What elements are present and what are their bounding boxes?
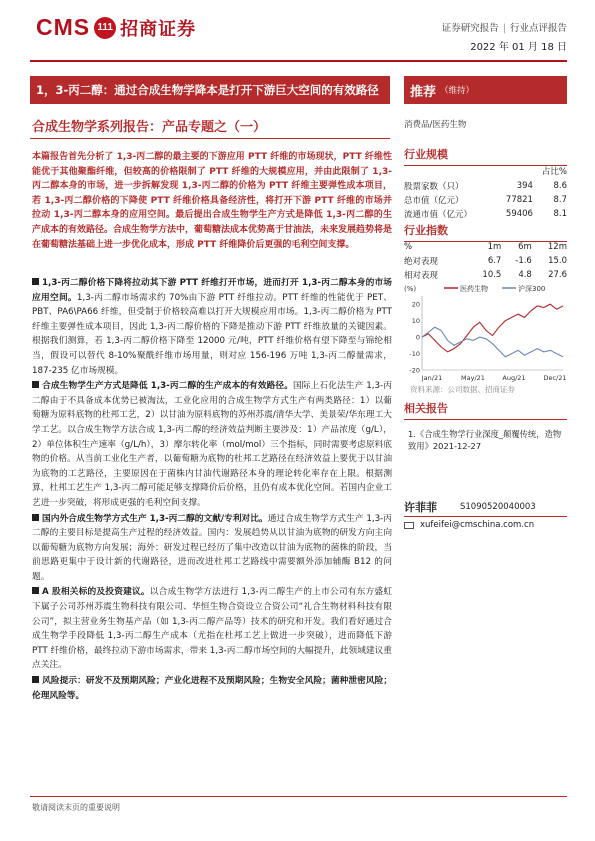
report-subtitle: 合成生物学系列报告：产品专题之（一） bbox=[32, 120, 267, 135]
table-cell: 绝对表现 bbox=[404, 256, 439, 267]
paragraph-lead: 风险提示：研发不及预期风险；产业化进程不及预期风险；生物安全风险；菌种泄密风险；伦理风险等。 bbox=[32, 676, 392, 701]
paragraph-text: 1,3-丙二醇市场需求约 70%由下游 PTT 纤维拉动。PTT 纤维的性能优于 PET、PBT、PA6\PA66 纤维，但受制于价格较高难以打开大规模应用市场。1,3-丙二醇价格为 PTT 纤维主要弹性成本项目，因此 1,3-丙二醇价格的下降是推动下游 PTT 纤维放量的关键因素。根据我们测算，若 1,3-丙二醇价格下降至 12000 元/吨，PTT 纤维价格有望下降至与锦纶相当，假设可以替代 8-10%聚酰纤维市场用量，则对应 156-196 万吨 1,3-丙二醇量需求，187-235 亿市场规模。 bbox=[32, 292, 392, 376]
summary-text: 本篇报告首先分析了 1,3-丙二醇的最主要的下游应用 PTT 纤维的市场现状，PTT 纤维性能优于其他聚酯纤维，但较高的价格限制了 PTT 纤维的大规模应用，并由此限制了 1,3-丙二醇本身的市场，进一步拆解发现 1,3-丙二醇的价格为 PTT 纤维主要弹性成本项目，若 1,3-丙二醇价格的下降使 PTT 纤维价格具备经济性，将打开下游 PTT 纤维的市场并拉动 1,3-丙二醇本身的应用空间。最后提出合成生物学生产方式是降低 1,3-丙二醇的生产成本的有效路径。合成生物学方法中，葡萄糖法成本优势高于甘油法，未来发展趋势将是在葡萄糖法基础上进一步优化成本，形成 PTT 纤维降价后更强的毛利空间支撑。 bbox=[32, 152, 393, 250]
paragraph-lead: 合成生物学生产方式是降低 1,3-丙二醇的生产成本的有效路径。 bbox=[42, 381, 294, 392]
paragraph-text: 以合成生物学方法进行 1,3-丙二醇生产的上市公司有东方盛虹下属子公司苏州苏震生物科技有限公司、华恒生物合资设立合资公司“礼合生物材料科技有限公司”，拟主营业务生物基产品（如 1,3-丙二醇产品等）技术的研究和开发。我们看好通过合成生物学手段降低 1,3-丙二醇生产成本（尤指在杜邦工艺上做进一步突破），进而降低下游 PTT 纤维价格，最终拉动下游市场需求，带来 1,3-丙二醇市场空间的大幅提升，此领域建议重点关注。 bbox=[32, 587, 393, 671]
table-cell: 394 bbox=[516, 180, 533, 191]
company-logo bbox=[36, 14, 196, 41]
report-type: 证券研究报告 | 行业点评报告 bbox=[441, 23, 567, 34]
industry-label: 消费品/医药生物 bbox=[404, 120, 467, 130]
y-unit-label: (%) bbox=[404, 285, 417, 293]
logo-emblem-icon: 111 bbox=[94, 17, 116, 39]
table-cell: 流通市值（亿元） bbox=[404, 210, 473, 221]
report-title: 1，3-丙二醇：通过合成生物学降本是打开下游巨大空间的有效路径 bbox=[30, 76, 390, 104]
report-body bbox=[32, 276, 392, 704]
body-paragraph bbox=[32, 674, 392, 703]
legend-label: 医药生物 bbox=[460, 285, 488, 293]
y-tick-label: -10 bbox=[409, 350, 420, 359]
table-row bbox=[404, 178, 567, 192]
table-cell: 10.5 bbox=[482, 269, 502, 280]
x-tick-label: May/21 bbox=[461, 374, 485, 382]
industry-index-chart bbox=[404, 282, 567, 382]
bullet-square-icon bbox=[32, 278, 39, 285]
body-paragraph bbox=[32, 585, 392, 673]
legend-label: 沪深300 bbox=[518, 285, 546, 293]
bullet-square-icon bbox=[32, 676, 39, 683]
footer-note: 敬请阅读末页的重要说明 bbox=[32, 803, 120, 812]
paragraph-lead: 1,3-丙二醇价格下降将拉动其下游 PTT 纤维打开市场，进而打开 1,3-丙二醇本身的市场应用空间。 bbox=[32, 278, 392, 303]
table-cell: 77821 bbox=[505, 194, 533, 205]
related-report-item: 1.《合成生物学行业深度_颠覆传统，造物致用》2021-12-27 bbox=[408, 429, 562, 451]
table-row bbox=[404, 193, 567, 207]
section-industry-scale: 行业规模 bbox=[404, 146, 567, 166]
report-date: 2022 年 01 月 18 日 bbox=[470, 42, 567, 53]
table-cell: 8.6 bbox=[553, 180, 567, 191]
mail-icon bbox=[404, 522, 414, 529]
table-cell: 15.0 bbox=[548, 255, 567, 266]
table-header: 1m bbox=[487, 242, 502, 253]
body-paragraph bbox=[32, 512, 392, 585]
table-cell: 27.6 bbox=[548, 269, 567, 280]
series-line bbox=[422, 304, 563, 352]
table-cell: 4.8 bbox=[518, 269, 532, 280]
y-tick-label: 20 bbox=[411, 300, 420, 309]
analyst-email[interactable]: xufeifei@cmschina.com.cn bbox=[420, 520, 535, 530]
analyst-id: S1090520040003 bbox=[460, 502, 536, 512]
paragraph-lead: A 股相关标的及投资建议。 bbox=[42, 587, 150, 598]
paragraph-text: 国际上石化法生产 1,3-丙二醇由于不具备成本优势已被淘汰，工业化应用的合成生物学方式生产有两类路径：1）以葡萄糖为原料底物的杜邦工艺，2）以甘油为原料底物的苏州苏震/清华大学、美景荣/华东理工大学工艺。以合成生物学方法合成 1,3-丙二醇的经济效益判断主要涉及：1）产品浓度（g/L），2）单位体积生产速率（g/L/h），3）摩尔转化率（mol/mol）三个指标，同时需要考虑原料底物的价格。从当前工业化生产者，以葡萄糖为底物的杜邦工艺路径在经济效益上要优于以甘油为底物的工艺路径，主要原因在于菌株内甘油代谢路径本身的理论转化率存在上限。根据测算，杜邦工艺生产 1,3-丙二醇可能足够支撑降价后价格，且仍有成本优化空间。若国内企业工艺进一步突破，将形成更强的毛利空间支撑。 bbox=[32, 381, 392, 508]
table-row bbox=[404, 164, 567, 178]
footer-divider bbox=[30, 796, 567, 797]
rating-label: 推荐 bbox=[410, 84, 437, 100]
analyst-name: 许菲菲 bbox=[404, 501, 437, 514]
body-paragraph bbox=[32, 276, 392, 378]
rating-band bbox=[404, 76, 567, 104]
subtitle-divider bbox=[30, 138, 390, 139]
table-header: 12m bbox=[547, 242, 567, 253]
y-tick-label: 10 bbox=[411, 317, 420, 326]
table-header: 6m bbox=[518, 242, 532, 253]
header-divider bbox=[30, 60, 567, 62]
paragraph-text: 通过合成生物学方式生产 1,3-丙二醇的主要目标是提高生产过程的经济效益。国内：发展趋势从以甘油为底物的研发方向主向以葡萄糖为底物方向发展；海外：研发过程已经历了集中改造以甘油为底物的菌株的阶段，当前思路更集中于设计新的代谢路径，进而改进杜邦工艺路线中需要额外添加辅酶 B12 的问题。 bbox=[32, 513, 392, 582]
table-cell: 股票家数（只） bbox=[404, 181, 464, 192]
table-cell: 59406 bbox=[505, 209, 533, 220]
x-tick-label: Aug/21 bbox=[502, 374, 526, 382]
table-cell: 8.7 bbox=[553, 194, 567, 205]
rating-sub: （维持） bbox=[440, 86, 475, 96]
chart-source: 资料来源：公司数据、招商证券 bbox=[410, 385, 515, 394]
logo-cms-text: CMS bbox=[36, 14, 91, 40]
y-tick-label: 0 bbox=[415, 333, 420, 342]
report-type-main: 证券研究报告 bbox=[441, 23, 499, 34]
bullet-square-icon bbox=[32, 381, 39, 388]
table-header: % bbox=[404, 242, 413, 253]
table-header: 占比% bbox=[541, 167, 567, 178]
x-tick-label: Dec/21 bbox=[543, 374, 567, 382]
analyst-divider bbox=[404, 516, 567, 517]
table-cell: 总市值（亿元） bbox=[404, 195, 464, 206]
x-tick-label: Jan/21 bbox=[421, 374, 443, 382]
industry-scale-table bbox=[404, 164, 567, 222]
table-cell: 6.7 bbox=[487, 255, 502, 266]
body-paragraph bbox=[32, 379, 392, 510]
table-row bbox=[404, 253, 567, 267]
logo-cn-text: 招商证券 bbox=[120, 18, 197, 40]
table-row bbox=[404, 268, 567, 282]
table-cell: -1.6 bbox=[515, 255, 532, 266]
table-cell: 相对表现 bbox=[404, 270, 439, 281]
paragraph-lead: 国内外合成生物学方式生产 1,3-丙二醇的文献/专利对比。 bbox=[42, 513, 268, 524]
table-row bbox=[404, 241, 567, 253]
table-cell: 8.1 bbox=[553, 209, 567, 220]
bullet-square-icon bbox=[32, 514, 39, 521]
y-tick-label: -20 bbox=[409, 366, 420, 375]
section-industry-index: 行业指数 bbox=[404, 222, 567, 242]
bullet-square-icon bbox=[32, 587, 39, 594]
industry-index-table bbox=[404, 241, 567, 282]
report-type-sub: 行业点评报告 bbox=[509, 23, 567, 34]
analyst-row bbox=[404, 500, 567, 514]
analyst-email-row bbox=[404, 518, 567, 532]
section-related-reports: 相关报告 bbox=[404, 400, 567, 420]
series-line bbox=[422, 327, 563, 357]
table-row bbox=[404, 207, 567, 221]
